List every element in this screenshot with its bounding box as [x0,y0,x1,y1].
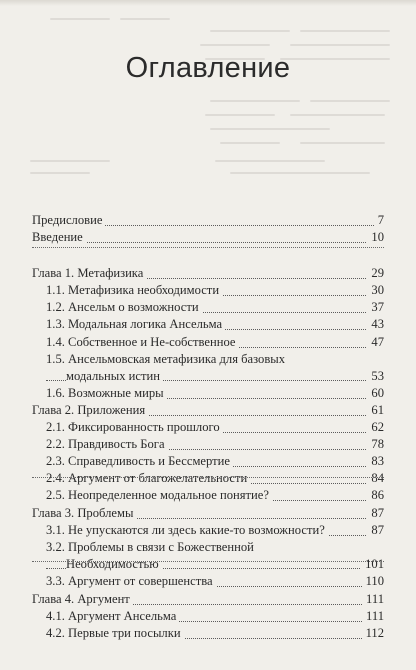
toc-page-number: 111 [362,608,384,624]
toc-page-number: 111 [362,591,384,607]
toc-section-label: 1.6. Возможные миры [46,385,167,401]
toc-chapter-label: Глава 1. Метафизика [32,265,146,281]
toc-section-label: 2.4. Аргумент от благожелательности [46,470,250,486]
toc-entry [32,385,384,403]
toc-entry [32,316,384,334]
toc-section-label-continued: Необходимостью [66,556,162,572]
toc-section-label: 1.1. Метафизика необходимости [46,282,222,298]
toc-page-number: 37 [367,299,384,315]
toc-section-label: 4.2. Первые три посылки [46,625,184,641]
toc-entry [32,265,384,283]
toc-page-number: 110 [362,573,384,589]
toc-entry [32,436,384,454]
toc-section-label: 3.1. Не упускаются ли здесь какие-то возможности? [46,522,328,538]
toc-chapter-label: Глава 2. Приложения [32,402,148,418]
toc-section-label: 4.1. Аргумент Ансельма [46,608,179,624]
toc-entry [32,334,384,352]
toc-page-number: 43 [367,316,384,332]
toc-entry [32,419,384,437]
toc-section-label: 1.3. Модальная логика Ансельма [46,316,225,332]
toc-entry [32,522,384,540]
toc-page-number: 87 [367,522,384,538]
toc-page-number: 62 [367,419,384,435]
toc-entry [32,282,384,300]
toc-page-number: 7 [374,212,384,228]
page-title: Оглавление [125,52,291,84]
toc-entry [32,299,384,317]
toc-chapter-label: Глава 4. Аргумент [32,591,133,607]
toc-page-number: 53 [367,368,384,384]
toc-page-number: 30 [367,282,384,298]
toc-page-number: 29 [367,265,384,281]
toc-entry [32,591,384,609]
toc-section-label: 2.1. Фиксированность прошлого [46,419,223,435]
toc-chapter-label: Предисловие [32,212,105,228]
toc-page-number: 47 [367,334,384,350]
toc-section-label: 3.3. Аргумент от совершенства [46,573,216,589]
toc-page-number: 78 [367,436,384,452]
toc-entry [32,573,384,591]
toc-section-label: 2.2. Правдивость Бога [46,436,168,452]
toc-chapter-label: Введение [32,229,86,245]
toc-section-label: 1.2. Ансельм о возможности [46,299,202,315]
toc-page-number: 101 [361,556,384,572]
toc-section-label-continued: модальных истин [66,368,163,384]
toc-entry [32,608,384,626]
toc-entry [32,625,384,643]
toc-section-label: 1.5. Ансельмовская метафизика для базовых [46,351,288,367]
toc-page-number: 61 [367,402,384,418]
bleed-through-text [0,0,416,180]
toc-page-number: 112 [362,625,384,641]
separator-1 [32,247,384,248]
toc-entry [32,539,384,573]
toc-entry [32,505,384,523]
separator-2 [32,477,384,478]
toc-section-label: 2.5. Неопределенное модальное понятие? [46,487,272,503]
page-top-edge [0,0,416,6]
toc-page-number: 87 [367,505,384,521]
toc-page-number: 86 [367,487,384,503]
toc-entry [32,351,384,385]
toc-section-label: 1.4. Собственное и Не-собственное [46,334,239,350]
toc-page-number: 10 [367,229,384,245]
toc-entry [32,212,384,230]
toc-page-number: 84 [367,470,384,486]
toc-entry [32,470,384,488]
toc-chapter-label: Глава 3. Проблемы [32,505,136,521]
toc-page-number: 83 [367,453,384,469]
toc-entry [32,453,384,471]
toc-entry [32,487,384,505]
separator-3 [32,561,384,562]
toc-section-label: 3.2. Проблемы в связи с Божественной [46,539,257,555]
toc-page-number: 60 [367,385,384,401]
toc-entry [32,229,384,247]
toc-entry [32,402,384,420]
toc-section-label: 2.3. Справедливость и Бессмертие [46,453,233,469]
